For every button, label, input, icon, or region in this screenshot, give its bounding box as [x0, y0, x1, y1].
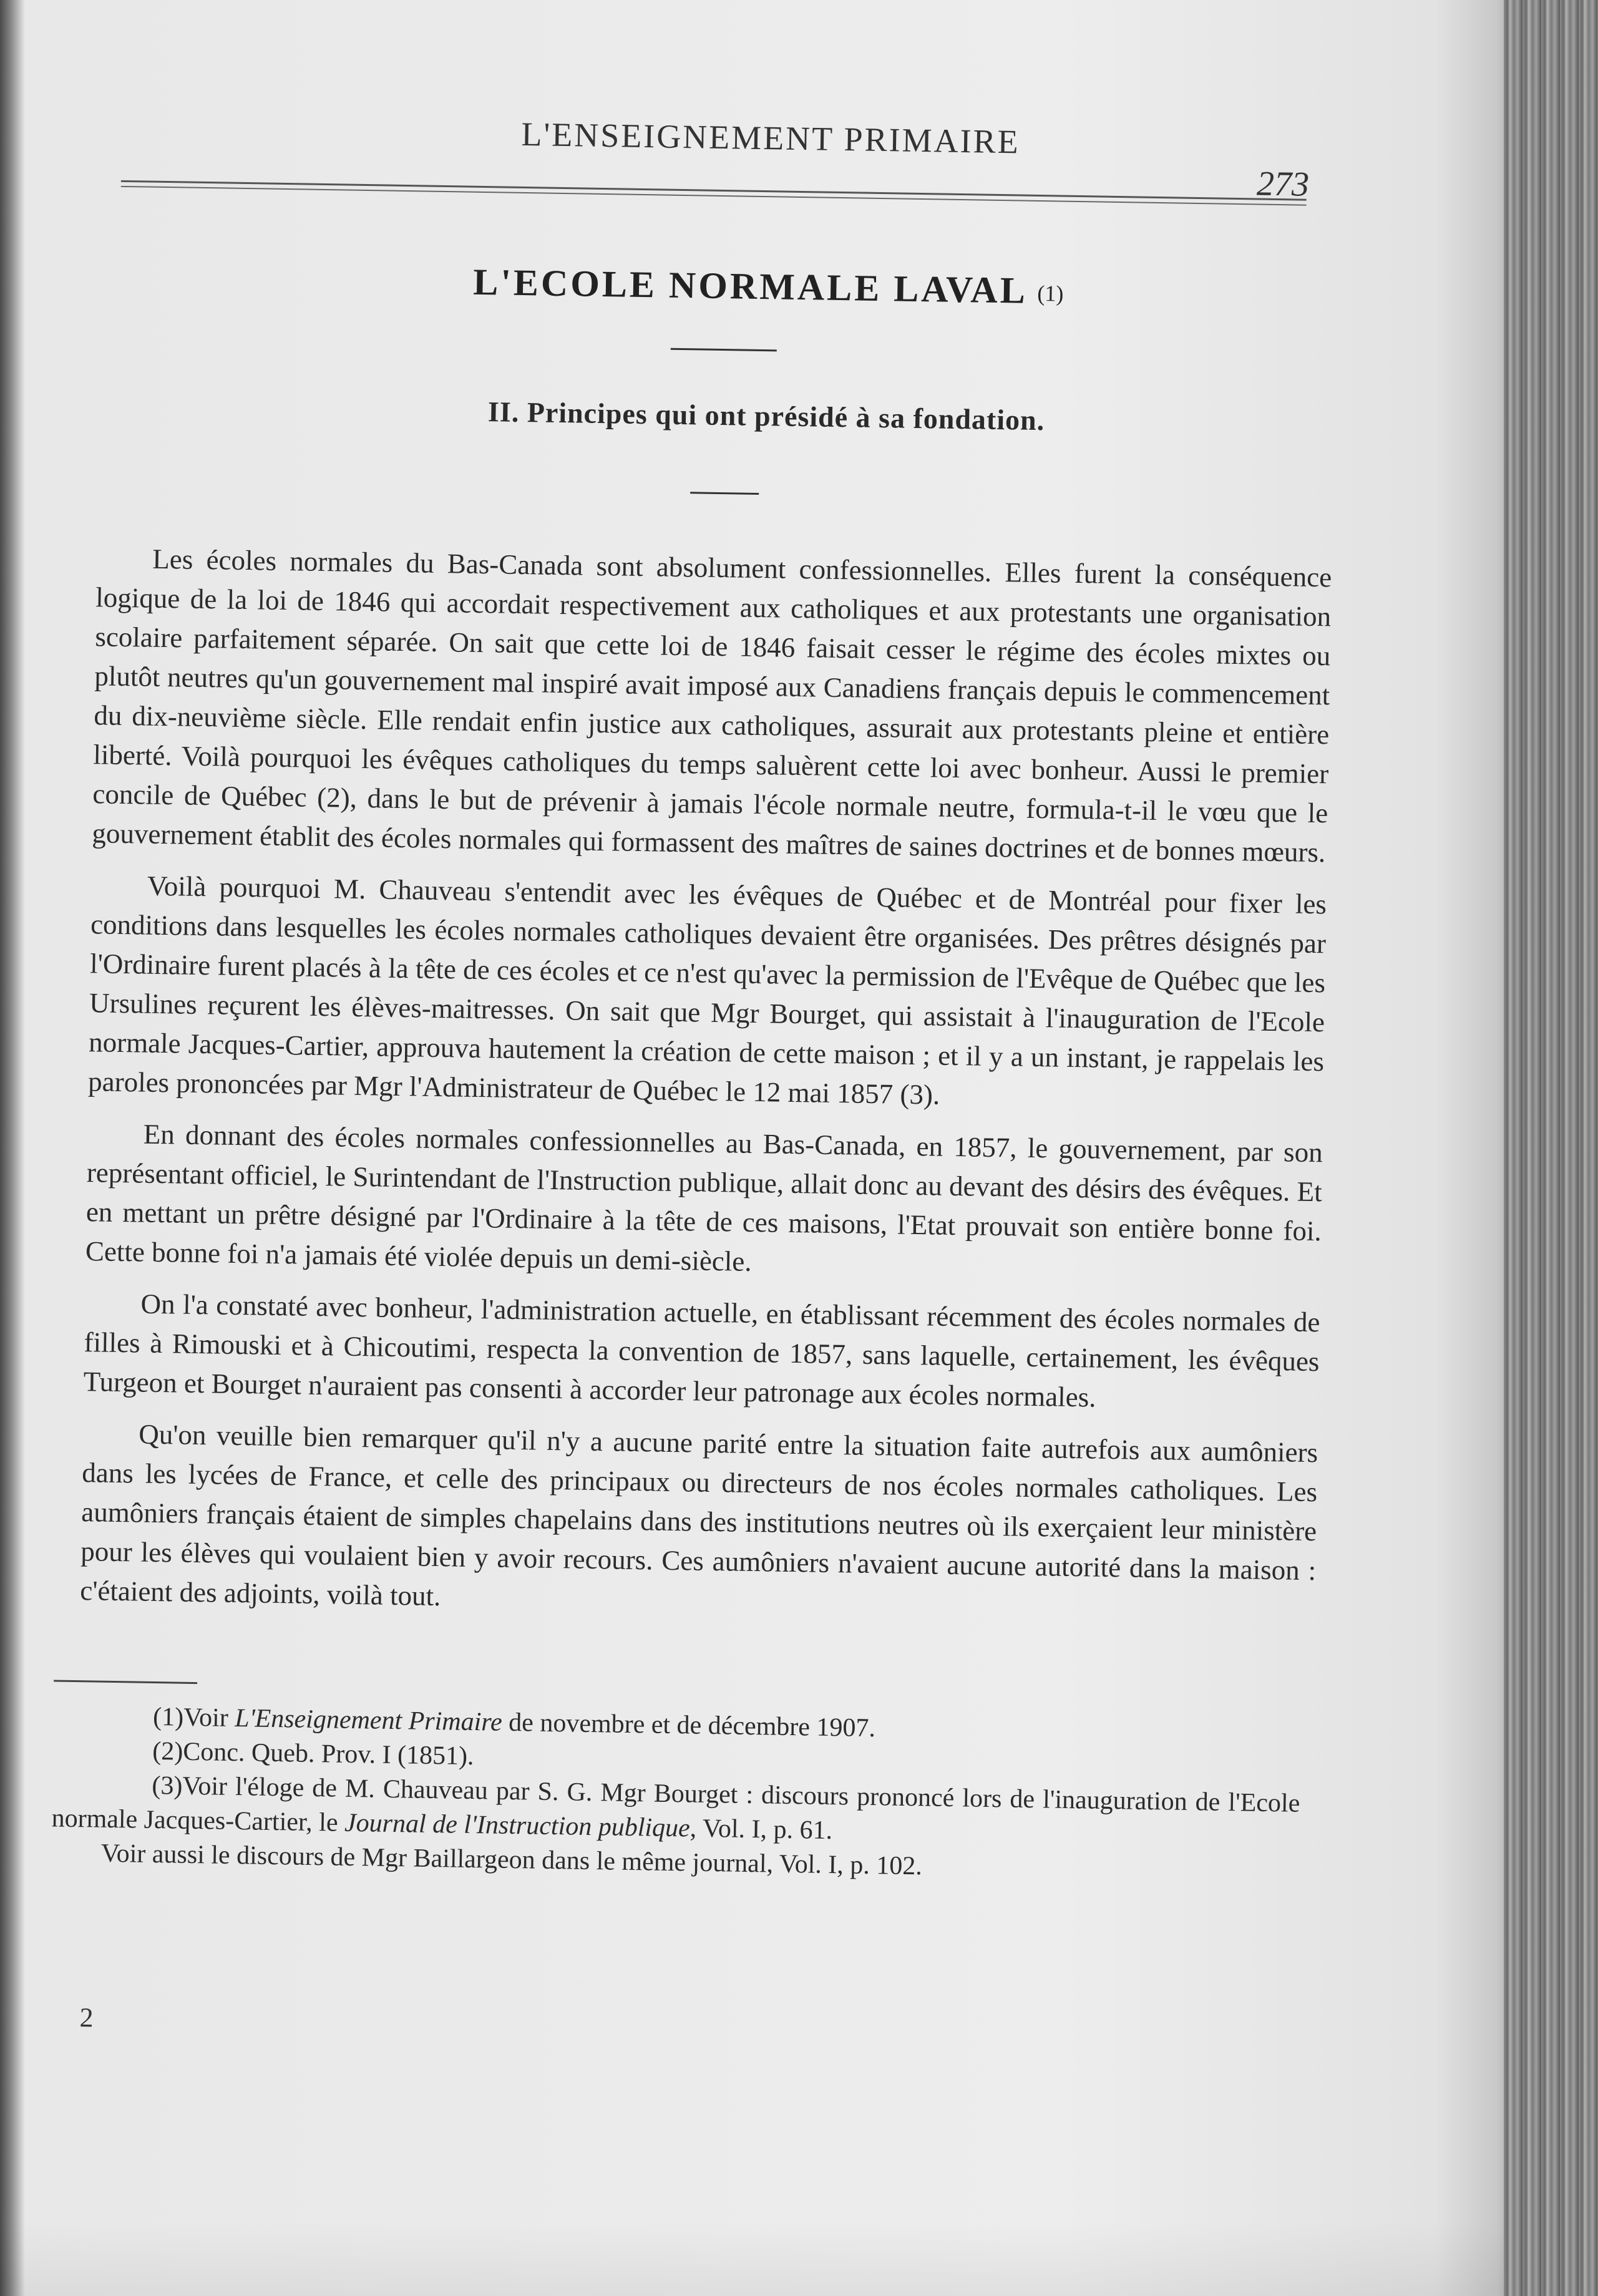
page-shadow	[0, 2221, 1504, 2296]
title-divider	[671, 348, 777, 352]
paragraph: Qu'on veuille bien remarquer qu'il n'y a aucune parité entre la situation faite autrefois aux aumôniers dans les lycées de France, et celle des principaux ou directeurs de nos écoles normales catholiques. Les aumôniers français étaient de simples chapelains dans des institutions neutres où ils exerçaient leur ministère pour les élèves qui voulaient bien y avoir recours. Ces aumôniers n'avaient aucune autorité dans la maison : c'étaient des adjoints, voilà tout.	[80, 1418, 1318, 1612]
footnote-italic: Journal de l'Instruction publique	[344, 1808, 691, 1843]
book-page-edges	[1504, 0, 1598, 2296]
footnote-text: Conc. Queb. Prov. I (1851).	[182, 1737, 474, 1771]
title-footnote-ref: (1)	[1037, 280, 1064, 306]
footnote-text: Voir	[183, 1703, 235, 1733]
footnote-italic: L'Enseignement Primaire	[234, 1704, 503, 1737]
footnote-text: Voir l'éloge de M. Chauveau par S. G. Mgr Bourget : discours prononcé lors de l'inauguration de l'Ecole normale Jacques-Cartier, le	[51, 1771, 1300, 1837]
running-head: L'ENSEIGNEMENT PRIMAIRE	[521, 115, 1021, 161]
section-divider	[690, 492, 759, 495]
footnote-text: Voir aussi le discours de Mgr Baillargeon dans le même journal, Vol. I, p. 102.	[100, 1839, 923, 1881]
book-page	[21, 64, 1489, 2207]
footnote-mark: (3)	[152, 1771, 183, 1801]
article-title	[51, 254, 1486, 319]
footnotes	[51, 1698, 1301, 1889]
footnote-text: de novembre et de décembre 1907.	[502, 1708, 876, 1743]
paragraph: En donnant des écoles normales confessionnelles au Bas-Canada, en 1857, le gouvernement, par son représentant officiel, le Surintendant de l'Instruction publique, allait donc au devant des désirs des évêques. Et en mettant un prêtre désigné par l'Ordinaire à la tête de ces maisons, l'Etat prouvait son entière bonne foi. Cette bonne foi n'a jamais été violée depuis un demi-siècle.	[85, 1118, 1323, 1277]
paragraph: Voilà pourquoi M. Chauveau s'entendit avec les évêques de Québec et de Montréal pour fixer les conditions dans lesquelles les écoles normales catholiques devaient être organisées. Des prêtres désignés par l'Ordinaire furent placés à la tête de ces écoles et ce n'est qu'avec la permission de l'Evêque de Québec que les Ursulines reçurent les élèves-maitresses. On sait que Mgr Bourget, qui assistait à l'inauguration de l'Ecole normale Jacques-Cartier, approuva hautement la création de cette maison ; et il y a un instant, je rappelais les paroles prononcées par Mgr l'Administrateur de Québec le 12 mai 1857 (3).	[87, 870, 1327, 1111]
footnote-rule	[54, 1680, 197, 1684]
page-number: 273	[1256, 164, 1310, 204]
signature-mark: 2	[79, 2002, 94, 2033]
paragraph: Les écoles normales du Bas-Canada sont absolument confessionnelles. Elles furent la conséquence logique de la loi de 1846 qui accordait respectivement aux catholiques et aux protestants une organisation scolaire parfaitement séparée. On sait que cette loi de 1846 faisait cesser le régime des écoles mixtes ou plutôt neutres qu'un gouvernement mal inspiré avait imposé aux Canadiens français depuis le commencement du dix-neuvième siècle. Elle rendait enfin justice aux catholiques, assurait aux protestants pleine et entière liberté. Voilà pourquoi les évêques catholiques du temps saluèrent cette loi avec bonheur. Aussi le premier concile de Québec (2), dans le but de prévenir à jamais l'école normale neutre, formula-t-il le vœu que le gouvernement établit des écoles normales qui formassent des maîtres de saines doctrines et de bonnes mœurs.	[92, 543, 1332, 868]
paragraph: On l'a constaté avec bonheur, l'administration actuelle, en établissant récemment des écoles normales de filles à Rimouski et à Chicoutimi, respecta la convention de 1857, sans laquelle, certainement, les évêques Turgeon et Bourget n'auraient pas consenti à accorder leur patronage aux écoles normales.	[83, 1288, 1320, 1413]
footnote-mark: (2)	[152, 1736, 183, 1766]
body-text	[80, 538, 1332, 1642]
footnote-mark: (1)	[152, 1702, 184, 1732]
header-rule	[121, 180, 1307, 206]
article-title-text: L'ECOLE NORMALE LAVAL	[472, 261, 1026, 311]
footnote-text: , Vol. I, p. 61.	[689, 1814, 833, 1846]
section-heading: II. Principes qui ont présidé à sa fondation.	[487, 396, 1045, 437]
